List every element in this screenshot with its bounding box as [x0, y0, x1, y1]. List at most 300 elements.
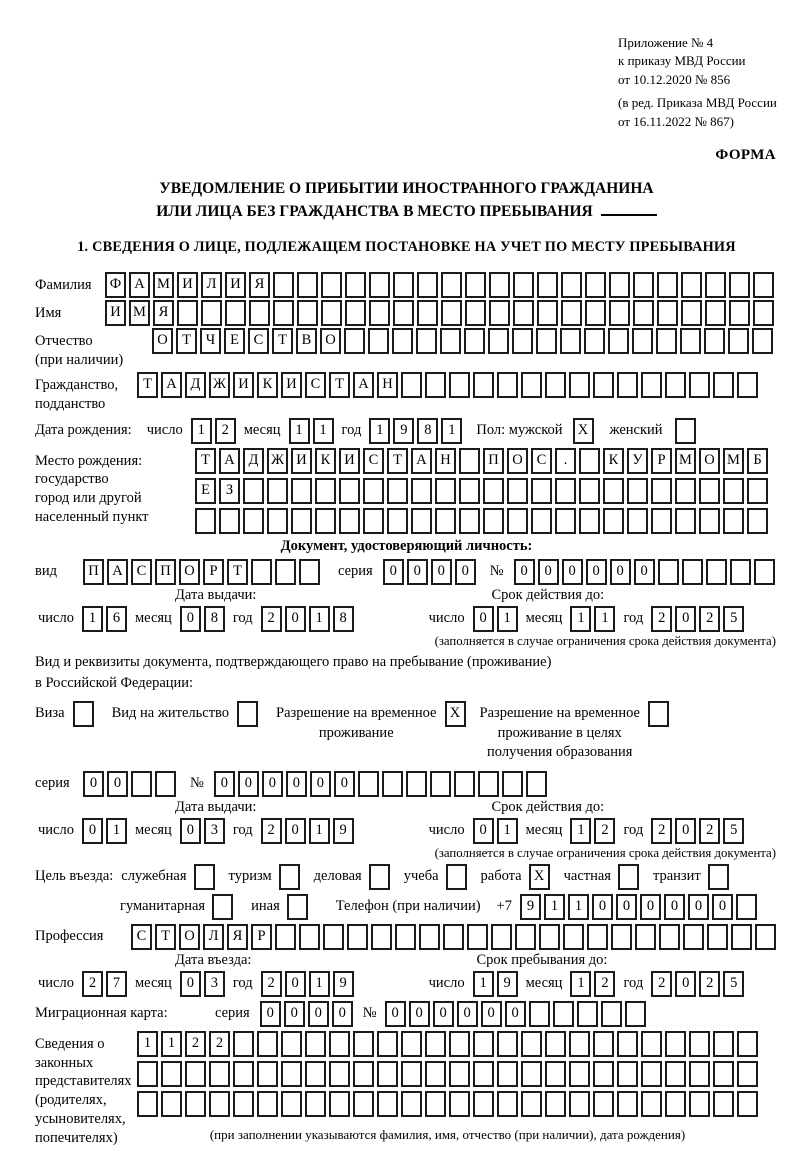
- char-cell[interactable]: [275, 924, 296, 950]
- char-cell[interactable]: [251, 559, 272, 585]
- char-cell[interactable]: И: [233, 372, 254, 398]
- char-cell[interactable]: М: [129, 300, 150, 326]
- char-cell[interactable]: [737, 372, 758, 398]
- char-cell[interactable]: [675, 508, 696, 534]
- char-cell[interactable]: [371, 924, 392, 950]
- char-cell[interactable]: 0: [616, 894, 637, 920]
- purpose-other-checkbox[interactable]: [287, 894, 308, 920]
- purpose-private-checkbox[interactable]: [618, 864, 639, 890]
- char-cell[interactable]: [579, 508, 600, 534]
- date-digit-cell[interactable]: 2: [215, 418, 236, 444]
- char-cell[interactable]: [377, 1061, 398, 1087]
- char-cell[interactable]: [627, 478, 648, 504]
- char-cell[interactable]: [281, 1031, 302, 1057]
- char-cell[interactable]: О: [320, 328, 341, 354]
- char-cell[interactable]: [353, 1061, 374, 1087]
- date-digit-cell[interactable]: 0: [675, 971, 696, 997]
- char-cell[interactable]: [656, 328, 677, 354]
- date-digit-cell[interactable]: 1: [570, 971, 591, 997]
- char-cell[interactable]: [273, 272, 294, 298]
- char-cell[interactable]: [363, 508, 384, 534]
- char-cell[interactable]: 0: [83, 771, 104, 797]
- char-cell[interactable]: [651, 478, 672, 504]
- char-cell[interactable]: [161, 1061, 182, 1087]
- char-cell[interactable]: [713, 1061, 734, 1087]
- char-cell[interactable]: 0: [664, 894, 685, 920]
- date-digit-cell[interactable]: 2: [261, 971, 282, 997]
- char-cell[interactable]: П: [483, 448, 504, 474]
- char-cell[interactable]: [608, 328, 629, 354]
- char-cell[interactable]: [161, 1091, 182, 1117]
- char-cell[interactable]: В: [296, 328, 317, 354]
- date-digit-cell[interactable]: 1: [497, 606, 518, 632]
- char-cell[interactable]: [521, 1091, 542, 1117]
- char-cell[interactable]: Ж: [267, 448, 288, 474]
- char-cell[interactable]: [507, 508, 528, 534]
- char-cell[interactable]: [665, 1031, 686, 1057]
- char-cell[interactable]: [531, 478, 552, 504]
- date-digit-cell[interactable]: 3: [204, 818, 225, 844]
- char-cell[interactable]: 0: [586, 559, 607, 585]
- char-cell[interactable]: [497, 1061, 518, 1087]
- char-cell[interactable]: [449, 1031, 470, 1057]
- char-cell[interactable]: [483, 508, 504, 534]
- char-cell[interactable]: [425, 372, 446, 398]
- date-digit-cell[interactable]: 0: [285, 606, 306, 632]
- char-cell[interactable]: 1: [137, 1031, 158, 1057]
- char-cell[interactable]: [137, 1091, 158, 1117]
- date-digit-cell[interactable]: 1: [309, 818, 330, 844]
- char-cell[interactable]: Т: [329, 372, 350, 398]
- char-cell[interactable]: [611, 924, 632, 950]
- date-digit-cell[interactable]: 6: [106, 606, 127, 632]
- char-cell[interactable]: 0: [107, 771, 128, 797]
- date-digit-cell[interactable]: 5: [723, 606, 744, 632]
- char-cell[interactable]: Т: [195, 448, 216, 474]
- char-cell[interactable]: [489, 272, 510, 298]
- char-cell[interactable]: К: [257, 372, 278, 398]
- date-digit-cell[interactable]: 2: [651, 818, 672, 844]
- char-cell[interactable]: [393, 272, 414, 298]
- char-cell[interactable]: [392, 328, 413, 354]
- char-cell[interactable]: 0: [262, 771, 283, 797]
- char-cell[interactable]: [736, 894, 757, 920]
- char-cell[interactable]: Т: [137, 372, 158, 398]
- char-cell[interactable]: 0: [310, 771, 331, 797]
- char-cell[interactable]: [137, 1061, 158, 1087]
- char-cell[interactable]: И: [105, 300, 126, 326]
- char-cell[interactable]: [497, 372, 518, 398]
- char-cell[interactable]: Н: [377, 372, 398, 398]
- char-cell[interactable]: Т: [176, 328, 197, 354]
- char-cell[interactable]: [633, 300, 654, 326]
- char-cell[interactable]: С: [305, 372, 326, 398]
- char-cell[interactable]: [483, 478, 504, 504]
- char-cell[interactable]: Л: [201, 272, 222, 298]
- char-cell[interactable]: [243, 478, 264, 504]
- char-cell[interactable]: Б: [747, 448, 768, 474]
- char-cell[interactable]: [577, 1001, 598, 1027]
- char-cell[interactable]: [425, 1061, 446, 1087]
- char-cell[interactable]: [243, 508, 264, 534]
- char-cell[interactable]: [449, 1061, 470, 1087]
- char-cell[interactable]: [411, 508, 432, 534]
- char-cell[interactable]: 0: [334, 771, 355, 797]
- char-cell[interactable]: [344, 328, 365, 354]
- char-cell[interactable]: [512, 328, 533, 354]
- char-cell[interactable]: Н: [435, 448, 456, 474]
- temp-residence-edu-checkbox[interactable]: [648, 701, 669, 727]
- char-cell[interactable]: [497, 1091, 518, 1117]
- char-cell[interactable]: С: [248, 328, 269, 354]
- char-cell[interactable]: 0: [433, 1001, 454, 1027]
- char-cell[interactable]: [593, 372, 614, 398]
- char-cell[interactable]: [729, 300, 750, 326]
- char-cell[interactable]: С: [363, 448, 384, 474]
- purpose-work-checkbox[interactable]: X: [529, 864, 550, 890]
- date-digit-cell[interactable]: 1: [309, 606, 330, 632]
- char-cell[interactable]: [681, 272, 702, 298]
- char-cell[interactable]: [387, 478, 408, 504]
- char-cell[interactable]: [406, 771, 427, 797]
- date-digit-cell[interactable]: 2: [699, 818, 720, 844]
- date-digit-cell[interactable]: 2: [651, 606, 672, 632]
- date-digit-cell[interactable]: 2: [699, 971, 720, 997]
- char-cell[interactable]: [665, 1091, 686, 1117]
- char-cell[interactable]: [473, 1031, 494, 1057]
- char-cell[interactable]: И: [291, 448, 312, 474]
- char-cell[interactable]: [561, 272, 582, 298]
- char-cell[interactable]: И: [339, 448, 360, 474]
- char-cell[interactable]: 0: [214, 771, 235, 797]
- char-cell[interactable]: [617, 1061, 638, 1087]
- char-cell[interactable]: [561, 300, 582, 326]
- char-cell[interactable]: [713, 1091, 734, 1117]
- char-cell[interactable]: [401, 1061, 422, 1087]
- char-cell[interactable]: С: [131, 559, 152, 585]
- char-cell[interactable]: [441, 272, 462, 298]
- char-cell[interactable]: 0: [610, 559, 631, 585]
- char-cell[interactable]: [641, 1031, 662, 1057]
- char-cell[interactable]: [682, 559, 703, 585]
- char-cell[interactable]: [657, 300, 678, 326]
- char-cell[interactable]: У: [627, 448, 648, 474]
- date-digit-cell[interactable]: 0: [180, 818, 201, 844]
- char-cell[interactable]: [305, 1091, 326, 1117]
- char-cell[interactable]: [411, 478, 432, 504]
- char-cell[interactable]: [537, 272, 558, 298]
- char-cell[interactable]: 2: [209, 1031, 230, 1057]
- char-cell[interactable]: [747, 508, 768, 534]
- char-cell[interactable]: [488, 328, 509, 354]
- char-cell[interactable]: М: [153, 272, 174, 298]
- char-cell[interactable]: [449, 372, 470, 398]
- char-cell[interactable]: [689, 372, 710, 398]
- char-cell[interactable]: [417, 300, 438, 326]
- char-cell[interactable]: 0: [383, 559, 404, 585]
- char-cell[interactable]: 1: [568, 894, 589, 920]
- date-digit-cell[interactable]: 2: [699, 606, 720, 632]
- char-cell[interactable]: [369, 300, 390, 326]
- char-cell[interactable]: 0: [308, 1001, 329, 1027]
- char-cell[interactable]: [658, 559, 679, 585]
- sex-male-checkbox[interactable]: X: [573, 418, 594, 444]
- char-cell[interactable]: [177, 300, 198, 326]
- char-cell[interactable]: [659, 924, 680, 950]
- char-cell[interactable]: [665, 1061, 686, 1087]
- char-cell[interactable]: [713, 372, 734, 398]
- char-cell[interactable]: [728, 328, 749, 354]
- char-cell[interactable]: [401, 372, 422, 398]
- char-cell[interactable]: 0: [455, 559, 476, 585]
- purpose-business-checkbox[interactable]: [369, 864, 390, 890]
- char-cell[interactable]: [473, 372, 494, 398]
- char-cell[interactable]: [281, 1091, 302, 1117]
- char-cell[interactable]: [699, 478, 720, 504]
- char-cell[interactable]: [305, 1061, 326, 1087]
- char-cell[interactable]: [233, 1061, 254, 1087]
- char-cell[interactable]: [419, 924, 440, 950]
- char-cell[interactable]: [347, 924, 368, 950]
- char-cell[interactable]: 9: [520, 894, 541, 920]
- char-cell[interactable]: [587, 924, 608, 950]
- char-cell[interactable]: [593, 1091, 614, 1117]
- date-digit-cell[interactable]: 1: [313, 418, 334, 444]
- char-cell[interactable]: [435, 508, 456, 534]
- char-cell[interactable]: [603, 508, 624, 534]
- char-cell[interactable]: 1: [161, 1031, 182, 1057]
- char-cell[interactable]: 0: [286, 771, 307, 797]
- char-cell[interactable]: 0: [640, 894, 661, 920]
- char-cell[interactable]: [291, 508, 312, 534]
- char-cell[interactable]: [209, 1091, 230, 1117]
- char-cell[interactable]: [579, 478, 600, 504]
- date-digit-cell[interactable]: 3: [204, 971, 225, 997]
- date-digit-cell[interactable]: 0: [675, 606, 696, 632]
- char-cell[interactable]: 0: [592, 894, 613, 920]
- char-cell[interactable]: [569, 1091, 590, 1117]
- char-cell[interactable]: [368, 328, 389, 354]
- date-digit-cell[interactable]: 1: [570, 606, 591, 632]
- date-digit-cell[interactable]: 1: [191, 418, 212, 444]
- date-digit-cell[interactable]: 9: [333, 818, 354, 844]
- char-cell[interactable]: [257, 1091, 278, 1117]
- char-cell[interactable]: [358, 771, 379, 797]
- char-cell[interactable]: [755, 924, 776, 950]
- char-cell[interactable]: [713, 1031, 734, 1057]
- char-cell[interactable]: [323, 924, 344, 950]
- char-cell[interactable]: Т: [155, 924, 176, 950]
- char-cell[interactable]: [675, 478, 696, 504]
- char-cell[interactable]: [680, 328, 701, 354]
- char-cell[interactable]: Ч: [200, 328, 221, 354]
- char-cell[interactable]: 0: [457, 1001, 478, 1027]
- char-cell[interactable]: [353, 1031, 374, 1057]
- char-cell[interactable]: [185, 1061, 206, 1087]
- char-cell[interactable]: [563, 924, 584, 950]
- char-cell[interactable]: [233, 1031, 254, 1057]
- char-cell[interactable]: [704, 328, 725, 354]
- char-cell[interactable]: [185, 1091, 206, 1117]
- char-cell[interactable]: [131, 771, 152, 797]
- char-cell[interactable]: [569, 1031, 590, 1057]
- char-cell[interactable]: Т: [227, 559, 248, 585]
- date-digit-cell[interactable]: 9: [393, 418, 414, 444]
- char-cell[interactable]: [443, 924, 464, 950]
- char-cell[interactable]: [747, 478, 768, 504]
- date-digit-cell[interactable]: 2: [594, 971, 615, 997]
- date-digit-cell[interactable]: 5: [723, 818, 744, 844]
- char-cell[interactable]: Я: [249, 272, 270, 298]
- char-cell[interactable]: [584, 328, 605, 354]
- char-cell[interactable]: [382, 771, 403, 797]
- date-digit-cell[interactable]: 8: [333, 606, 354, 632]
- char-cell[interactable]: [641, 1091, 662, 1117]
- visa-checkbox[interactable]: [73, 701, 94, 727]
- char-cell[interactable]: [473, 1061, 494, 1087]
- purpose-humanitarian-checkbox[interactable]: [212, 894, 233, 920]
- char-cell[interactable]: [617, 1031, 638, 1057]
- char-cell[interactable]: А: [161, 372, 182, 398]
- char-cell[interactable]: [545, 1091, 566, 1117]
- char-cell[interactable]: [545, 1061, 566, 1087]
- char-cell[interactable]: Е: [224, 328, 245, 354]
- date-digit-cell[interactable]: 2: [261, 818, 282, 844]
- char-cell[interactable]: 0: [385, 1001, 406, 1027]
- purpose-official-checkbox[interactable]: [194, 864, 215, 890]
- char-cell[interactable]: [305, 1031, 326, 1057]
- char-cell[interactable]: [345, 272, 366, 298]
- char-cell[interactable]: [267, 508, 288, 534]
- char-cell[interactable]: [753, 272, 774, 298]
- char-cell[interactable]: [507, 478, 528, 504]
- date-digit-cell[interactable]: 0: [675, 818, 696, 844]
- char-cell[interactable]: [459, 508, 480, 534]
- char-cell[interactable]: [281, 1061, 302, 1087]
- char-cell[interactable]: [723, 478, 744, 504]
- char-cell[interactable]: [329, 1031, 350, 1057]
- char-cell[interactable]: [545, 1031, 566, 1057]
- char-cell[interactable]: [435, 478, 456, 504]
- char-cell[interactable]: 0: [260, 1001, 281, 1027]
- char-cell[interactable]: М: [723, 448, 744, 474]
- char-cell[interactable]: [705, 300, 726, 326]
- char-cell[interactable]: [502, 771, 523, 797]
- residence-permit-checkbox[interactable]: [237, 701, 258, 727]
- date-digit-cell[interactable]: 1: [570, 818, 591, 844]
- date-digit-cell[interactable]: 9: [497, 971, 518, 997]
- char-cell[interactable]: Р: [203, 559, 224, 585]
- char-cell[interactable]: [526, 771, 547, 797]
- char-cell[interactable]: [705, 272, 726, 298]
- char-cell[interactable]: [632, 328, 653, 354]
- char-cell[interactable]: И: [281, 372, 302, 398]
- char-cell[interactable]: [593, 1031, 614, 1057]
- date-digit-cell[interactable]: 7: [106, 971, 127, 997]
- date-digit-cell[interactable]: 9: [333, 971, 354, 997]
- date-digit-cell[interactable]: 8: [417, 418, 438, 444]
- char-cell[interactable]: 0: [538, 559, 559, 585]
- char-cell[interactable]: Р: [651, 448, 672, 474]
- char-cell[interactable]: [369, 272, 390, 298]
- sex-female-checkbox[interactable]: [675, 418, 696, 444]
- date-digit-cell[interactable]: 1: [309, 971, 330, 997]
- char-cell[interactable]: [635, 924, 656, 950]
- char-cell[interactable]: [353, 1091, 374, 1117]
- date-digit-cell[interactable]: 1: [441, 418, 462, 444]
- char-cell[interactable]: [657, 272, 678, 298]
- char-cell[interactable]: [473, 1091, 494, 1117]
- char-cell[interactable]: [321, 300, 342, 326]
- char-cell[interactable]: [731, 924, 752, 950]
- char-cell[interactable]: [633, 272, 654, 298]
- date-digit-cell[interactable]: 0: [473, 818, 494, 844]
- char-cell[interactable]: [707, 924, 728, 950]
- char-cell[interactable]: О: [152, 328, 173, 354]
- char-cell[interactable]: [730, 559, 751, 585]
- char-cell[interactable]: [737, 1031, 758, 1057]
- char-cell[interactable]: [515, 924, 536, 950]
- char-cell[interactable]: [459, 448, 480, 474]
- date-digit-cell[interactable]: 2: [82, 971, 103, 997]
- date-digit-cell[interactable]: 1: [369, 418, 390, 444]
- char-cell[interactable]: [681, 300, 702, 326]
- char-cell[interactable]: [449, 1091, 470, 1117]
- char-cell[interactable]: [651, 508, 672, 534]
- char-cell[interactable]: [363, 478, 384, 504]
- char-cell[interactable]: Т: [387, 448, 408, 474]
- char-cell[interactable]: [219, 508, 240, 534]
- char-cell[interactable]: О: [699, 448, 720, 474]
- char-cell[interactable]: 0: [238, 771, 259, 797]
- char-cell[interactable]: [267, 478, 288, 504]
- char-cell[interactable]: 0: [634, 559, 655, 585]
- date-digit-cell[interactable]: 0: [473, 606, 494, 632]
- char-cell[interactable]: [417, 272, 438, 298]
- date-digit-cell[interactable]: 1: [106, 818, 127, 844]
- char-cell[interactable]: [497, 1031, 518, 1057]
- char-cell[interactable]: [225, 300, 246, 326]
- char-cell[interactable]: [752, 328, 773, 354]
- char-cell[interactable]: [689, 1091, 710, 1117]
- char-cell[interactable]: [617, 1091, 638, 1117]
- char-cell[interactable]: [430, 771, 451, 797]
- char-cell[interactable]: К: [603, 448, 624, 474]
- char-cell[interactable]: [603, 478, 624, 504]
- char-cell[interactable]: 0: [562, 559, 583, 585]
- char-cell[interactable]: И: [225, 272, 246, 298]
- char-cell[interactable]: З: [219, 478, 240, 504]
- char-cell[interactable]: Л: [203, 924, 224, 950]
- char-cell[interactable]: Ж: [209, 372, 230, 398]
- char-cell[interactable]: 2: [185, 1031, 206, 1057]
- char-cell[interactable]: [440, 328, 461, 354]
- char-cell[interactable]: [699, 508, 720, 534]
- char-cell[interactable]: [569, 372, 590, 398]
- char-cell[interactable]: [377, 1031, 398, 1057]
- char-cell[interactable]: [464, 328, 485, 354]
- char-cell[interactable]: 0: [505, 1001, 526, 1027]
- char-cell[interactable]: [536, 328, 557, 354]
- char-cell[interactable]: О: [179, 924, 200, 950]
- char-cell[interactable]: [425, 1091, 446, 1117]
- char-cell[interactable]: [321, 272, 342, 298]
- char-cell[interactable]: Е: [195, 478, 216, 504]
- char-cell[interactable]: [467, 924, 488, 950]
- char-cell[interactable]: [689, 1031, 710, 1057]
- char-cell[interactable]: Р: [251, 924, 272, 950]
- char-cell[interactable]: [531, 508, 552, 534]
